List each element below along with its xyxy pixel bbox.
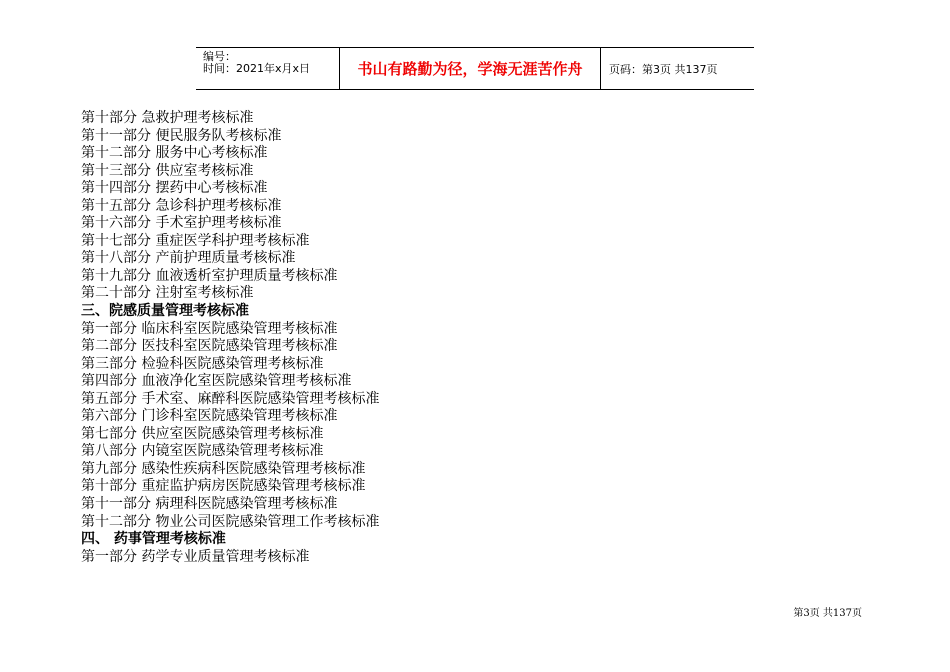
- toc-item: 第九部分 感染性疾病科医院感染管理考核标准: [81, 460, 366, 477]
- table-of-contents: [81, 110, 681, 566]
- toc-item: 第十三部分 供应室考核标准: [81, 162, 254, 179]
- toc-item: 第三部分 检验科医院感染管理考核标准: [81, 355, 324, 372]
- toc-item: 第十二部分 物业公司医院感染管理工作考核标准: [81, 513, 380, 530]
- toc-item: 第五部分 手术室、麻醉科医院感染管理考核标准: [81, 390, 380, 407]
- toc-item: 第十九部分 血液透析室护理质量考核标准: [81, 267, 338, 284]
- toc-item: 第十部分 重症监护病房医院感染管理考核标准: [81, 478, 366, 495]
- toc-item: 第十八部分 产前护理质量考核标准: [81, 250, 296, 267]
- time-label: 时间：2021年x月x日: [203, 62, 311, 75]
- section-heading: 四、 药事管理考核标准: [81, 531, 226, 548]
- toc-item: 第一部分 药学专业质量管理考核标准: [81, 548, 310, 565]
- toc-item: 第八部分 内镜室医院感染管理考核标准: [81, 443, 324, 460]
- page-header: [196, 47, 754, 90]
- toc-item: 第二十部分 注射室考核标准: [81, 285, 254, 302]
- toc-item: 第二部分 医技科室医院感染管理考核标准: [81, 338, 338, 355]
- toc-item: 第十七部分 重症医学科护理考核标准: [81, 232, 310, 249]
- toc-item: 第一部分 临床科室医院感染管理考核标准: [81, 320, 338, 337]
- number-label: 编号：: [203, 50, 236, 63]
- header-page-code: 页码：第3页 共137页: [609, 62, 718, 76]
- header-meta-cell: [196, 48, 340, 89]
- header-motto: 书山有路勤为径，学海无涯苦作舟: [340, 48, 601, 89]
- toc-item: 第四部分 血液净化室医院感染管理考核标准: [81, 373, 352, 390]
- toc-item: 第十部分 急救护理考核标准: [81, 110, 254, 126]
- toc-item: 第十六部分 手术室护理考核标准: [81, 215, 282, 232]
- toc-item: 第六部分 门诊科室医院感染管理考核标准: [81, 408, 338, 425]
- toc-item: 第十一部分 病理科医院感染管理考核标准: [81, 496, 338, 513]
- toc-item: 第十四部分 摆药中心考核标准: [81, 180, 268, 197]
- toc-item: 第十一部分 便民服务队考核标准: [81, 127, 282, 144]
- page-footer: 第3页 共137页: [793, 608, 862, 619]
- toc-item: 第十五部分 急诊科护理考核标准: [81, 197, 282, 214]
- toc-item: 第十二部分 服务中心考核标准: [81, 145, 268, 162]
- toc-item: 第七部分 供应室医院感染管理考核标准: [81, 425, 324, 442]
- section-heading: 三、院感质量管理考核标准: [81, 303, 249, 320]
